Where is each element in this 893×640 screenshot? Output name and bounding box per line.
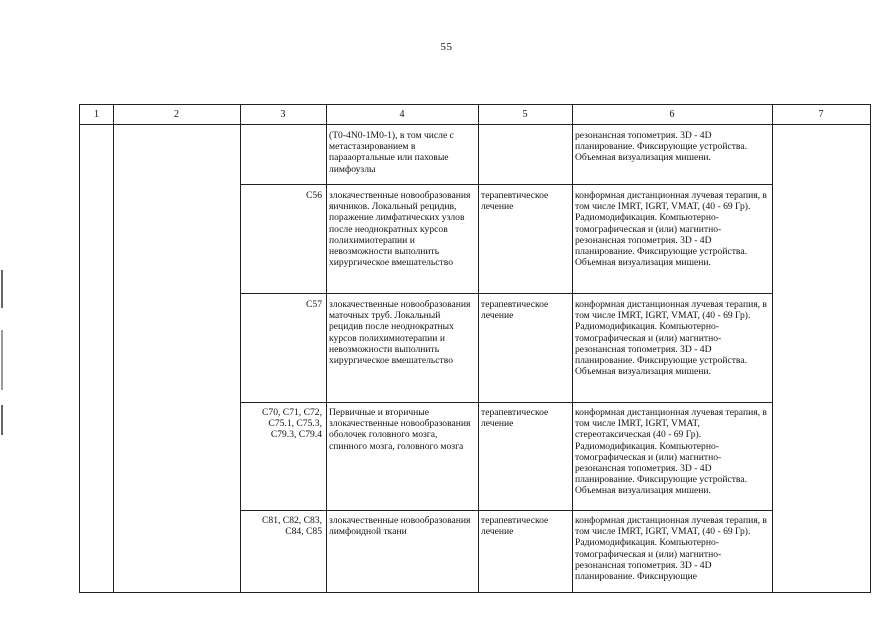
header-col-2: 2 [174,109,179,120]
table-row-method: конформная дистанционная лучевая терапия, в том числе IMRT, IGRT, VMAT, (40 - 69 Гр). Радиомодификация. Компьютерно-томографическая и (или) магнитно-резонансная топометрия. 3D - 4D планирование. Фиксирующие устройства. Объемная визуализация мишени. [575,190,767,269]
scan-edge-mark [1,330,3,390]
header-col-1: 1 [94,109,99,120]
table-row-treatment: терапевтическое лечение [481,515,549,538]
table-header-row [80,104,870,125]
table-row-method: конформная дистанционная лучевая терапия, в том числе IMRT, IGRT, VMAT, стереотаксическая (40 - 69 Гр). Радиомодификация. Компьютерно-томографическая и (или) магнитно-резонансная топометрия. 3D - 4D планирование. Фиксирующие устройства. Объемная визуализация мишени. [575,407,767,497]
table-row-code: C70, C71, C72, C75.1, C75.3, C79.3, C79.4 [262,407,322,441]
table-row-method: резонансная топометрия. 3D - 4D планирование. Фиксирующие устройства. Объемная визуализация мишени. [575,130,747,164]
header-col-5: 5 [522,109,528,120]
table-row-treatment: терапевтическое лечение [481,190,549,213]
table-row-condition: Первичные и вторичные злокачественные новообразования оболочек головного мозга, спинного мозга, головного мозга [329,407,471,452]
header-col-4: 4 [399,109,405,120]
table-row-condition: злокачественные новообразования маточных труб. Локальный рецидив после неоднократных курсов полихимиотерапии и невозможности выполнить хирургическое вмешательство [329,299,471,367]
table-row-condition: злокачественные новообразования лимфоидной ткани [329,515,471,538]
row-divider [240,293,772,294]
table-row-treatment: терапевтическое лечение [481,407,549,430]
treatment-table [79,104,871,593]
header-col-3: 3 [280,109,286,120]
column-divider [113,104,114,592]
table-row-condition: злокачественные новообразования яичников. Локальный рецидив, поражение лимфатических узлов после неоднократных курсов полихимиотерапии и невозможности выполнить хирургическое вмешательство [329,190,471,269]
row-divider [240,402,772,403]
scan-edge-mark [1,270,3,308]
table-row-treatment: терапевтическое лечение [481,299,549,322]
page-number: 55 [440,41,453,53]
row-divider [240,184,772,185]
table-row-method: конформная дистанционная лучевая терапия, в том числе IMRT, IGRT, VMAT, (40 - 69 Гр). Радиомодификация. Компьютерно-томографическая и (или) магнитно-резонансная топометрия. 3D - 4D планирование. Фиксирующие устройства. Объемная визуализация мишени. [575,299,767,378]
table-row-code: C81, C82, C83, C84, C85 [262,515,322,538]
row-divider [240,510,772,511]
table-row-condition: (T0-4N0-1M0-1), в том числе с метастазированием в парааортальные или паховые лимфоузлы [329,130,454,175]
scan-edge-mark [1,405,3,435]
header-col-7: 7 [818,109,824,120]
header-col-6: 6 [669,109,675,120]
table-row-code: C56 [306,190,322,201]
column-divider [772,104,773,592]
table-row-code: C57 [306,299,322,310]
table-row-method: конформная дистанционная лучевая терапия, в том числе IMRT, IGRT, VMAT, (40 - 69 Гр). Радиомодификация. Компьютерно-томографическая и (или) магнитно-резонансная топометрия. 3D - 4D планирование. Фиксирующие [575,515,767,583]
